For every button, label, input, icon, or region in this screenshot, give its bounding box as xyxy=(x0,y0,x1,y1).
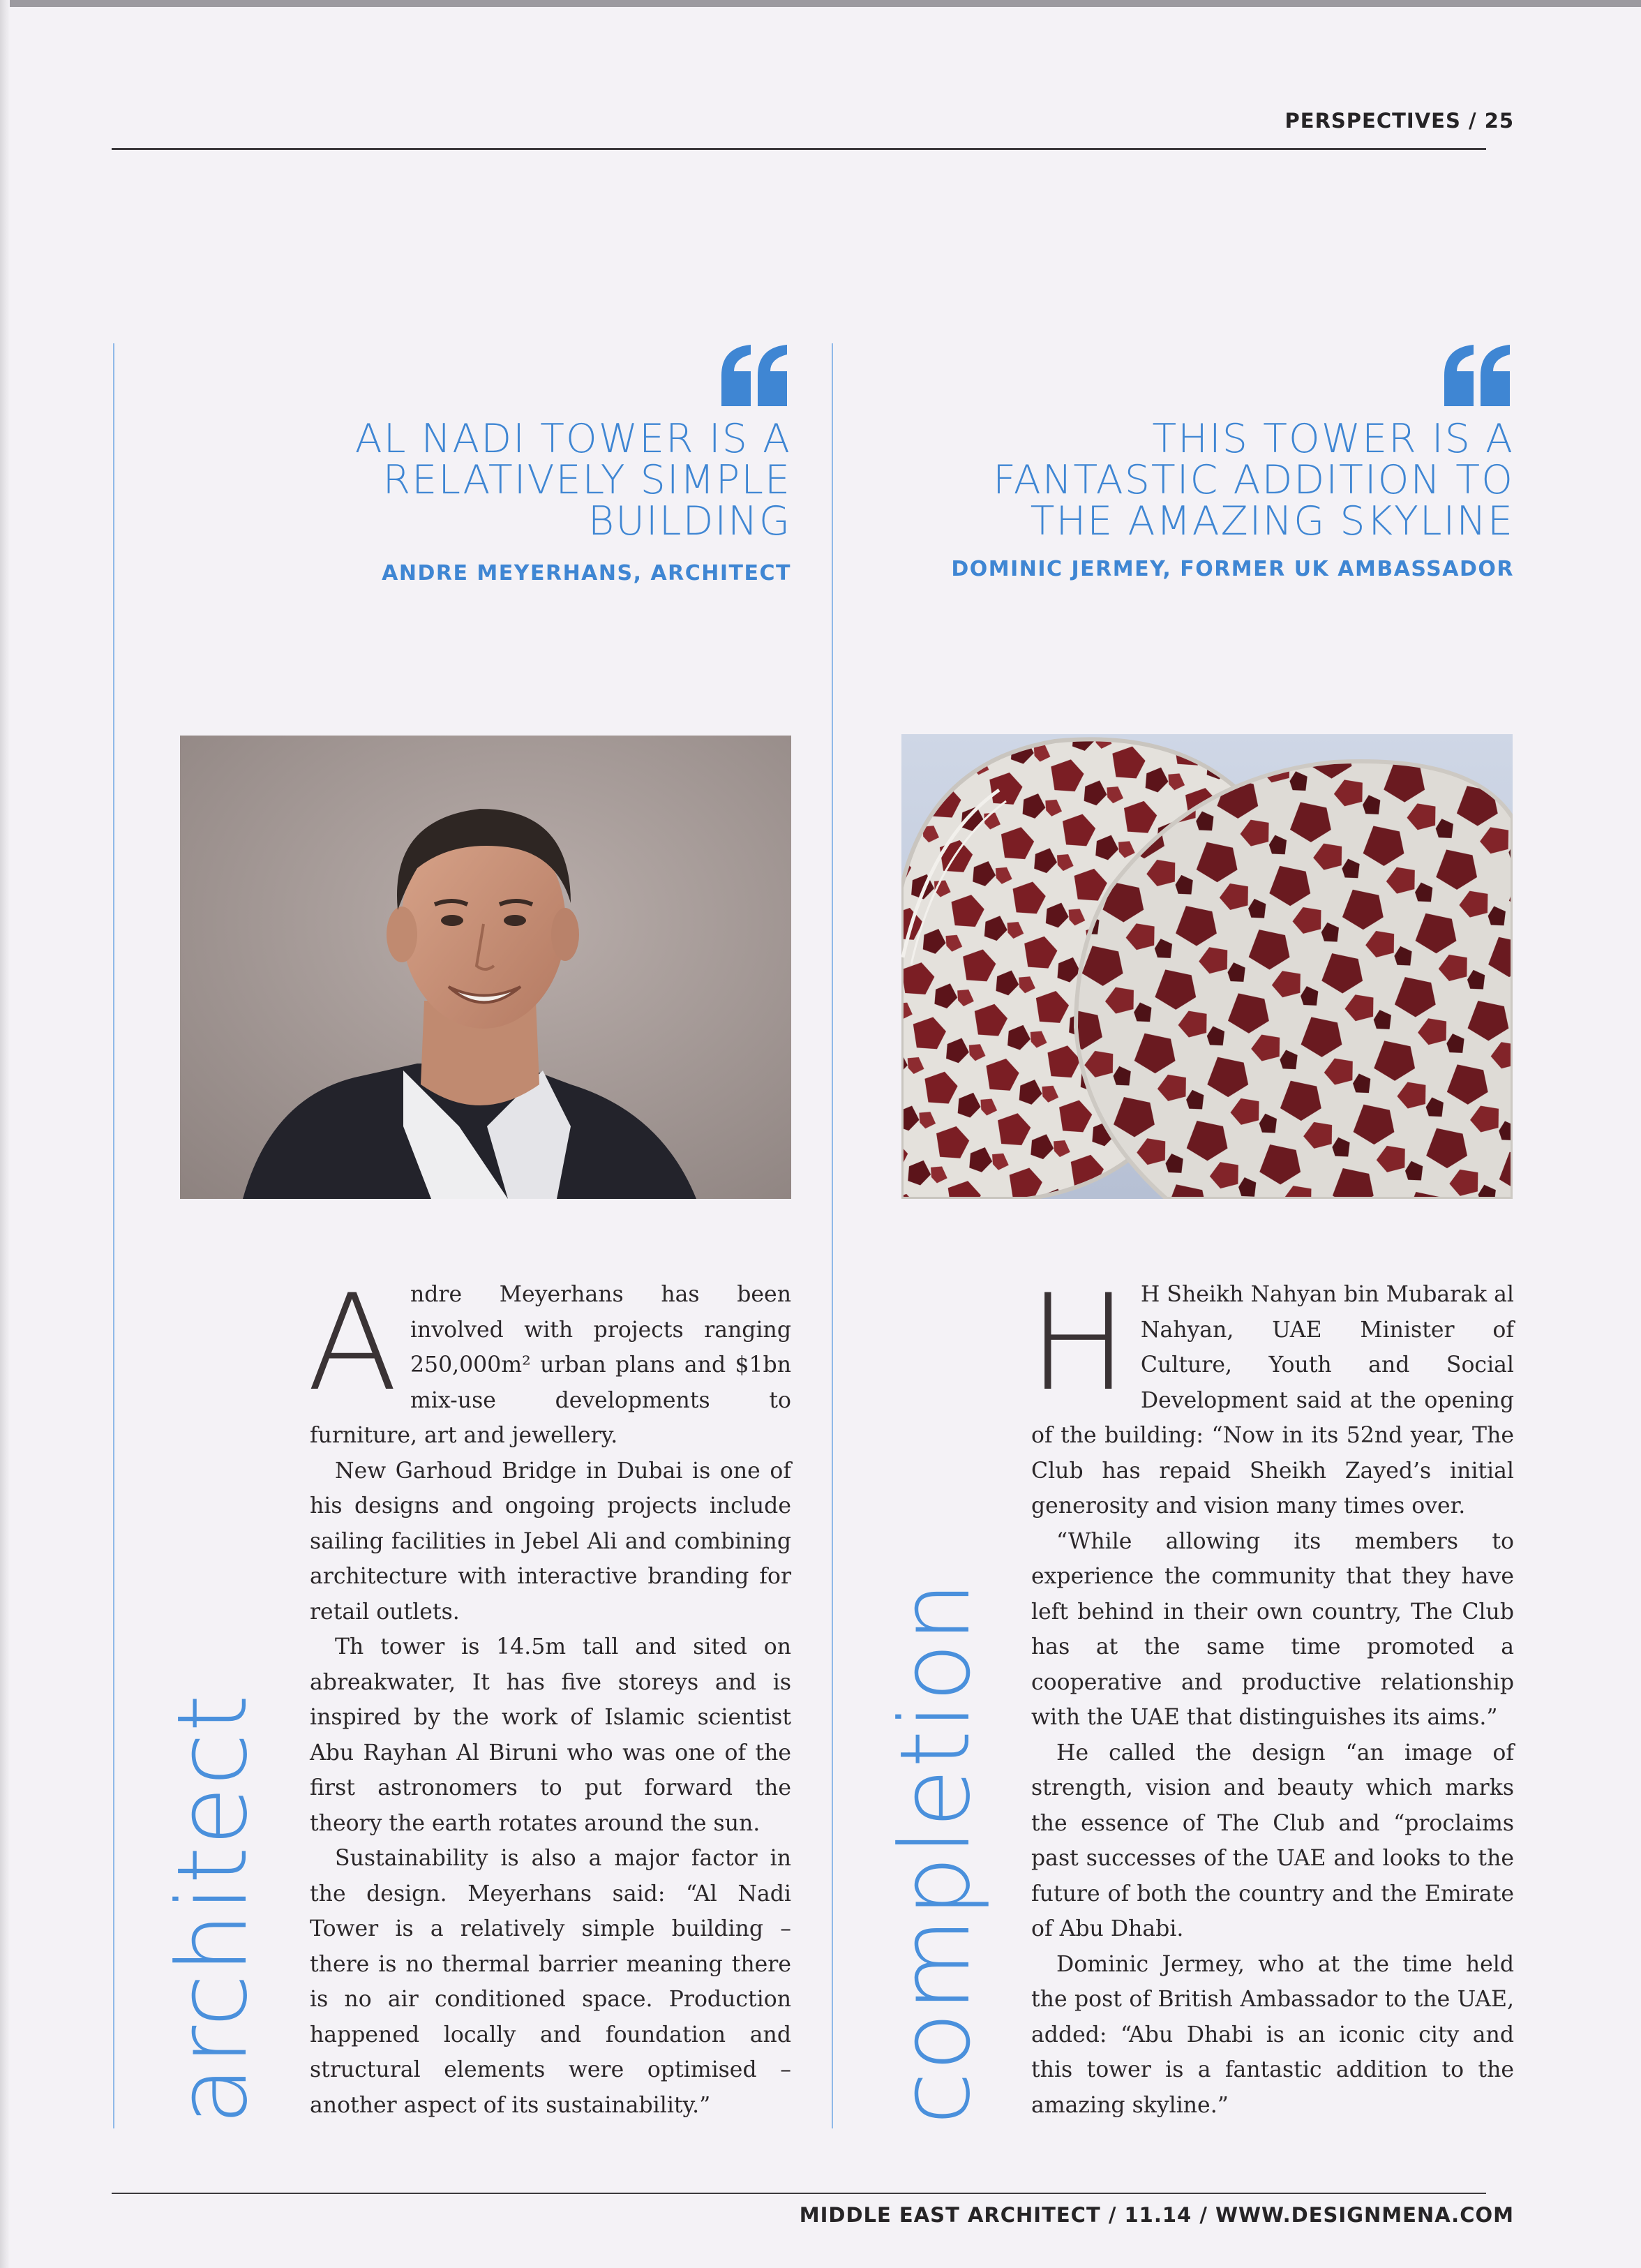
center-column-rule xyxy=(832,343,833,2128)
article-body-right xyxy=(1028,1266,1514,2123)
attribution-left: ANDRE MEYERHANS, ARCHITECT xyxy=(382,561,791,585)
section-label-completion: completion xyxy=(879,1581,991,2125)
drop-cap: A xyxy=(307,1266,398,1420)
footer-credit: MIDDLE EAST ARCHITECT / 11.14 / WWW.DESIGNMENA.COM xyxy=(799,2203,1514,2227)
paragraph: Dominic Jermey, who at the time held the post of British Ambassador to the UAE, added: “Abu Dhabi is an iconic city and this tower is a fantastic addition to the amazing skyline.” xyxy=(1031,1951,1514,2118)
paragraph: H H Sheikh Nahyan bin Mubarak al Nahyan, UAE Minister of Culture, Youth and Social Development said at the opening of the building: “Now in its 52nd year, The Club has repaid Sheikh Zayed’s initial generosity and vision many times over. xyxy=(1028,1266,1514,1519)
drop-cap: H xyxy=(1028,1266,1128,1420)
footer-rule xyxy=(112,2193,1486,2194)
section-label-architect: architect xyxy=(156,1694,269,2125)
attribution-right: DOMINIC JERMEY, FORMER UK AMBASSADOR xyxy=(951,557,1514,581)
paragraph: Th tower is 14.5m tall and sited on abreakwater, It has five storeys and is inspired by the work of Islamic scientist Abu Rayhan Al Biruni who was one of the first astronomers to put forward the theory the earth rotates around the sun. xyxy=(310,1634,791,1836)
paragraph: New Garhoud Bridge in Dubai is one of his designs and ongoing projects include sailing facilities in Jebel Ali and combining architecture with interactive branding for retail outlets. xyxy=(310,1458,791,1625)
paragraph: Sustainability is also a major factor in the design. Meyerhans said: “Al Nadi Tower is a relatively simple building – there is no thermal barrier meaning there is no air conditioned space. Production happened locally and foundation and structural elements were optimised – another aspect of its sustainability.” xyxy=(310,1846,791,2118)
header-rule xyxy=(112,148,1486,150)
paragraph: Andre Meyerhans has been involved with projects ranging 250,000m² urban plans and $1bn mix-use developments to furniture, art and jewellery. xyxy=(307,1266,791,1448)
article-body-left xyxy=(307,1266,791,2123)
page-gutter-shadow xyxy=(0,0,10,2268)
quote-mark-icon xyxy=(1441,343,1514,408)
tower-lattice-photo xyxy=(901,734,1513,1199)
paragraph: “While allowing its members to experience the community that they have left behind in their own country, The Club has at the same time promoted a cooperative and productive relationship with the UAE that distinguishes its aims.” xyxy=(1031,1528,1514,1730)
quote-mark-icon xyxy=(719,343,791,408)
paragraph: He called the design “an image of strength, vision and beauty which marks the essence of The Club and “proclaims past successes of the UAE and looks to the future of both the country and the Emirate of Abu Dhabi. xyxy=(1031,1740,1514,1941)
left-column-rule xyxy=(113,343,114,2128)
portrait-photo xyxy=(180,736,791,1199)
running-head: PERSPECTIVES / 25 xyxy=(1284,109,1514,133)
pull-quote-left: AL NADI TOWER IS A RELATIVELY SIMPLE BUILDING xyxy=(354,416,791,544)
page-edge xyxy=(0,0,1641,7)
pull-quote-right: THIS TOWER IS A FANTASTIC ADDITION TO THE AMAZING SKYLINE xyxy=(993,416,1514,544)
